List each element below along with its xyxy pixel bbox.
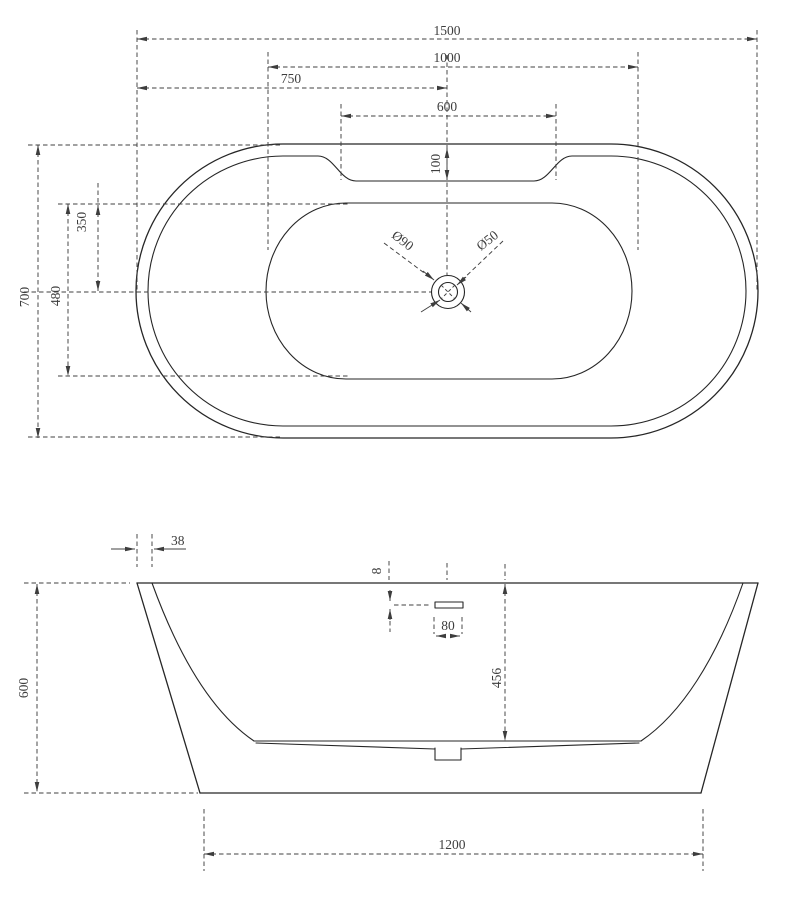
overflow-slot <box>435 602 463 608</box>
dim-interior-depth <box>489 564 505 741</box>
dim-label-deck-cutout-width: 600 <box>436 99 458 114</box>
front-floor-slope-left <box>256 743 435 749</box>
extension-line <box>137 534 152 567</box>
dim-half-length <box>137 71 447 88</box>
dim-deck-cutout-width <box>341 99 556 180</box>
dim-label-basin-width: 480 <box>48 285 63 307</box>
dim-label-rim-wall-thickness: 38 <box>171 533 185 548</box>
front-view <box>16 533 758 871</box>
arrow-line <box>421 300 440 312</box>
dim-basin-top-to-centerline <box>74 183 98 291</box>
drain-center-cross <box>441 285 455 299</box>
dim-label-base-width: 1200 <box>438 837 466 852</box>
dim-label-basin-length: 1000 <box>433 50 461 65</box>
dim-label-interior-depth: 456 <box>489 667 504 689</box>
dim-label-overall-height: 600 <box>16 677 31 699</box>
drain <box>432 276 465 309</box>
dim-label-drain-hole-diameter: Ø50 <box>473 227 502 254</box>
extension-line <box>268 52 638 250</box>
arrow-line <box>457 277 466 285</box>
drain-outer-circle <box>432 276 465 309</box>
arrow-line <box>461 303 471 312</box>
dim-label-basin-top-to-centerline: 350 <box>74 211 89 233</box>
dim-label-half-length: 750 <box>280 71 302 86</box>
front-outer-left-wall <box>137 583 200 793</box>
dim-label-overflow-slot-width: 80 <box>441 618 455 633</box>
dim-label-deck-cutout-depth: 100 <box>428 153 443 175</box>
front-floor-slope-right <box>461 743 639 749</box>
dim-basin-width <box>48 204 68 376</box>
dim-basin-length <box>268 50 638 250</box>
dim-drain-outer-diameter <box>384 227 471 312</box>
dim-rim-wall-thickness <box>111 533 186 567</box>
front-inner-right-wall <box>641 583 743 741</box>
front-outer-right-wall <box>701 583 758 793</box>
extension-line <box>341 104 556 180</box>
dim-deck-cutout-depth <box>428 148 447 180</box>
dim-overflow-slot-width <box>434 617 462 636</box>
dim-overflow-slot-height <box>369 561 431 632</box>
dim-label-overall-width: 700 <box>17 286 32 308</box>
front-inner-left-wall <box>152 583 254 741</box>
front-drain-recess <box>435 748 461 760</box>
dim-overall-width <box>17 145 38 438</box>
plan-view <box>17 23 758 438</box>
dim-label-overflow-slot-height: 8 <box>369 567 384 575</box>
dim-label-drain-outer-diameter: Ø90 <box>388 227 417 254</box>
dim-overall-height <box>16 583 198 793</box>
arrow-line <box>423 271 434 280</box>
dim-base-width <box>204 809 703 871</box>
dim-label-overall-length: 1500 <box>433 23 461 38</box>
